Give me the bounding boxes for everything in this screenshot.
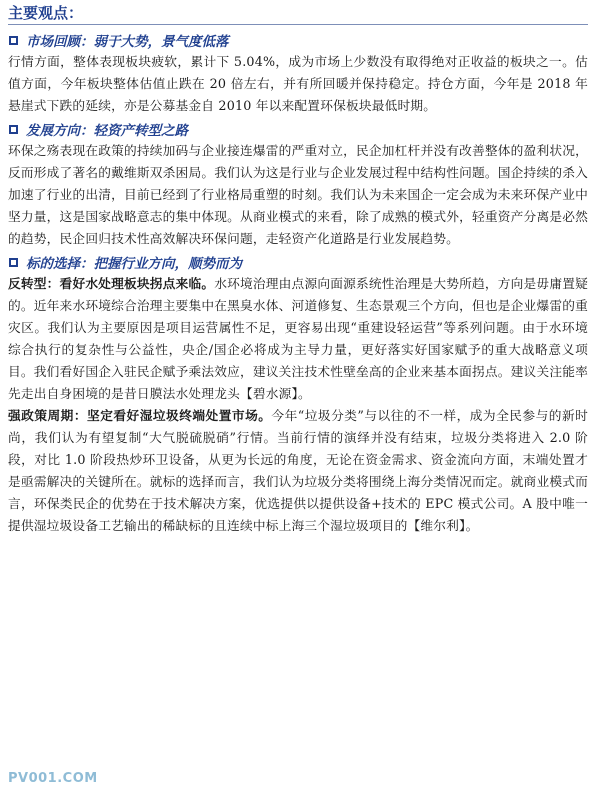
reversal-lead: 反转型：看好水处理板块拐点来临。 (8, 276, 215, 291)
section-heading-market-review (8, 29, 588, 51)
report-page (8, 2, 588, 537)
policy-cycle-text: 今年“垃圾分类”与以往的不一样，成为全民参与的新时尚，我们认为有望复制“大气脱硫脱硝”行情。当前行情的演绎并没有结束，垃圾分类将进入 2.0 阶段，对比 1.0 阶段热炒环卫设备，从更为长远的角度，无论在资金需求、资金流向方面，末端处置才是亟需解决的关键所在。就标的选择而言，我们认为垃圾分类将围绕上海分类情况而定。就商业模式而言，环保类民企的优势在于技术解决方案，优选提供以提供设备+技术的 EPC 模式公司。A 股中唯一提供湿垃圾设备工艺输出的稀缺标的且连续中标上海三个湿垃圾项目的【维尔利】。 (8, 408, 588, 533)
section-heading-stock-selection (8, 251, 588, 273)
page-title: 主要观点： (8, 2, 588, 25)
section-heading-development (8, 118, 588, 140)
checkbox-bullet-icon (9, 36, 18, 45)
reversal-paragraph (8, 273, 588, 405)
section-heading-text: 发展方向：轻资产转型之路 (26, 123, 188, 139)
development-paragraph: 环保之殇表现在政策的持续加码与企业接连爆雷的严重对立，民企加杠杆并没有改善整体的盈利状况，反而形成了著名的戴维斯双杀困局。我们认为这是行业与企业发展过程中结构性问题。国企持续的杀入加速了行业的出清，目前已经到了行业格局重塑的时刻。我们认为未来国企一定会成为未来环保产业中坚力量，这是国家战略意志的集中体现。从商业模式的来看，除了成熟的模式外，轻重资产分离是必然的趋势，民企回归技术性高效解决环保问题，走轻资产化道路是行业发展趋势。 (8, 143, 588, 246)
policy-cycle-lead: 强政策周期：坚定看好湿垃圾终端处置市场。 (8, 408, 272, 423)
reversal-text: 水环境治理由点源向面源系统性治理是大势所趋，方向是毋庸置疑的。近年来水环境综合治理主要集中在黑臭水体、河道修复、生态景观三个方向，但也是企业爆雷的重灾区。我们认为主要原因是项目运营属性不足，更容易出现“重建设轻运营”等系列问题。由于水环境综合执行的复杂性与公益性，央企/国企必将成为主导力量，更好落实好国家赋予的重大战略意义项目。我们看好国企入驻民企赋予乘法效应，建议关注技术性壁垒高的企业来基本面拐点。建议关注能率先走出自身困境的是昔日膜法水处理龙头【碧水源】。 (8, 276, 588, 401)
policy-cycle-paragraph (8, 405, 588, 537)
watermark: PV001.COM (8, 771, 98, 786)
checkbox-bullet-icon (9, 258, 18, 267)
section-heading-text: 市场回顾：弱于大势，景气度低落 (26, 34, 229, 50)
checkbox-bullet-icon (9, 125, 18, 134)
market-review-paragraph: 行情方面，整体表现板块疲软，累计下 5.04%，成为市场上少数没有取得绝对正收益的板块之一。估值方面，今年板块整体估值止跌在 20 倍左右，并有所回暖并保持稳定。持仓方面，今年是 2018 年悬崖式下跌的延续，亦是公募基金自 2010 年以来配置环保板块最低时期。 (8, 54, 588, 113)
section-heading-text: 标的选择：把握行业方向，顺势而为 (26, 256, 242, 272)
